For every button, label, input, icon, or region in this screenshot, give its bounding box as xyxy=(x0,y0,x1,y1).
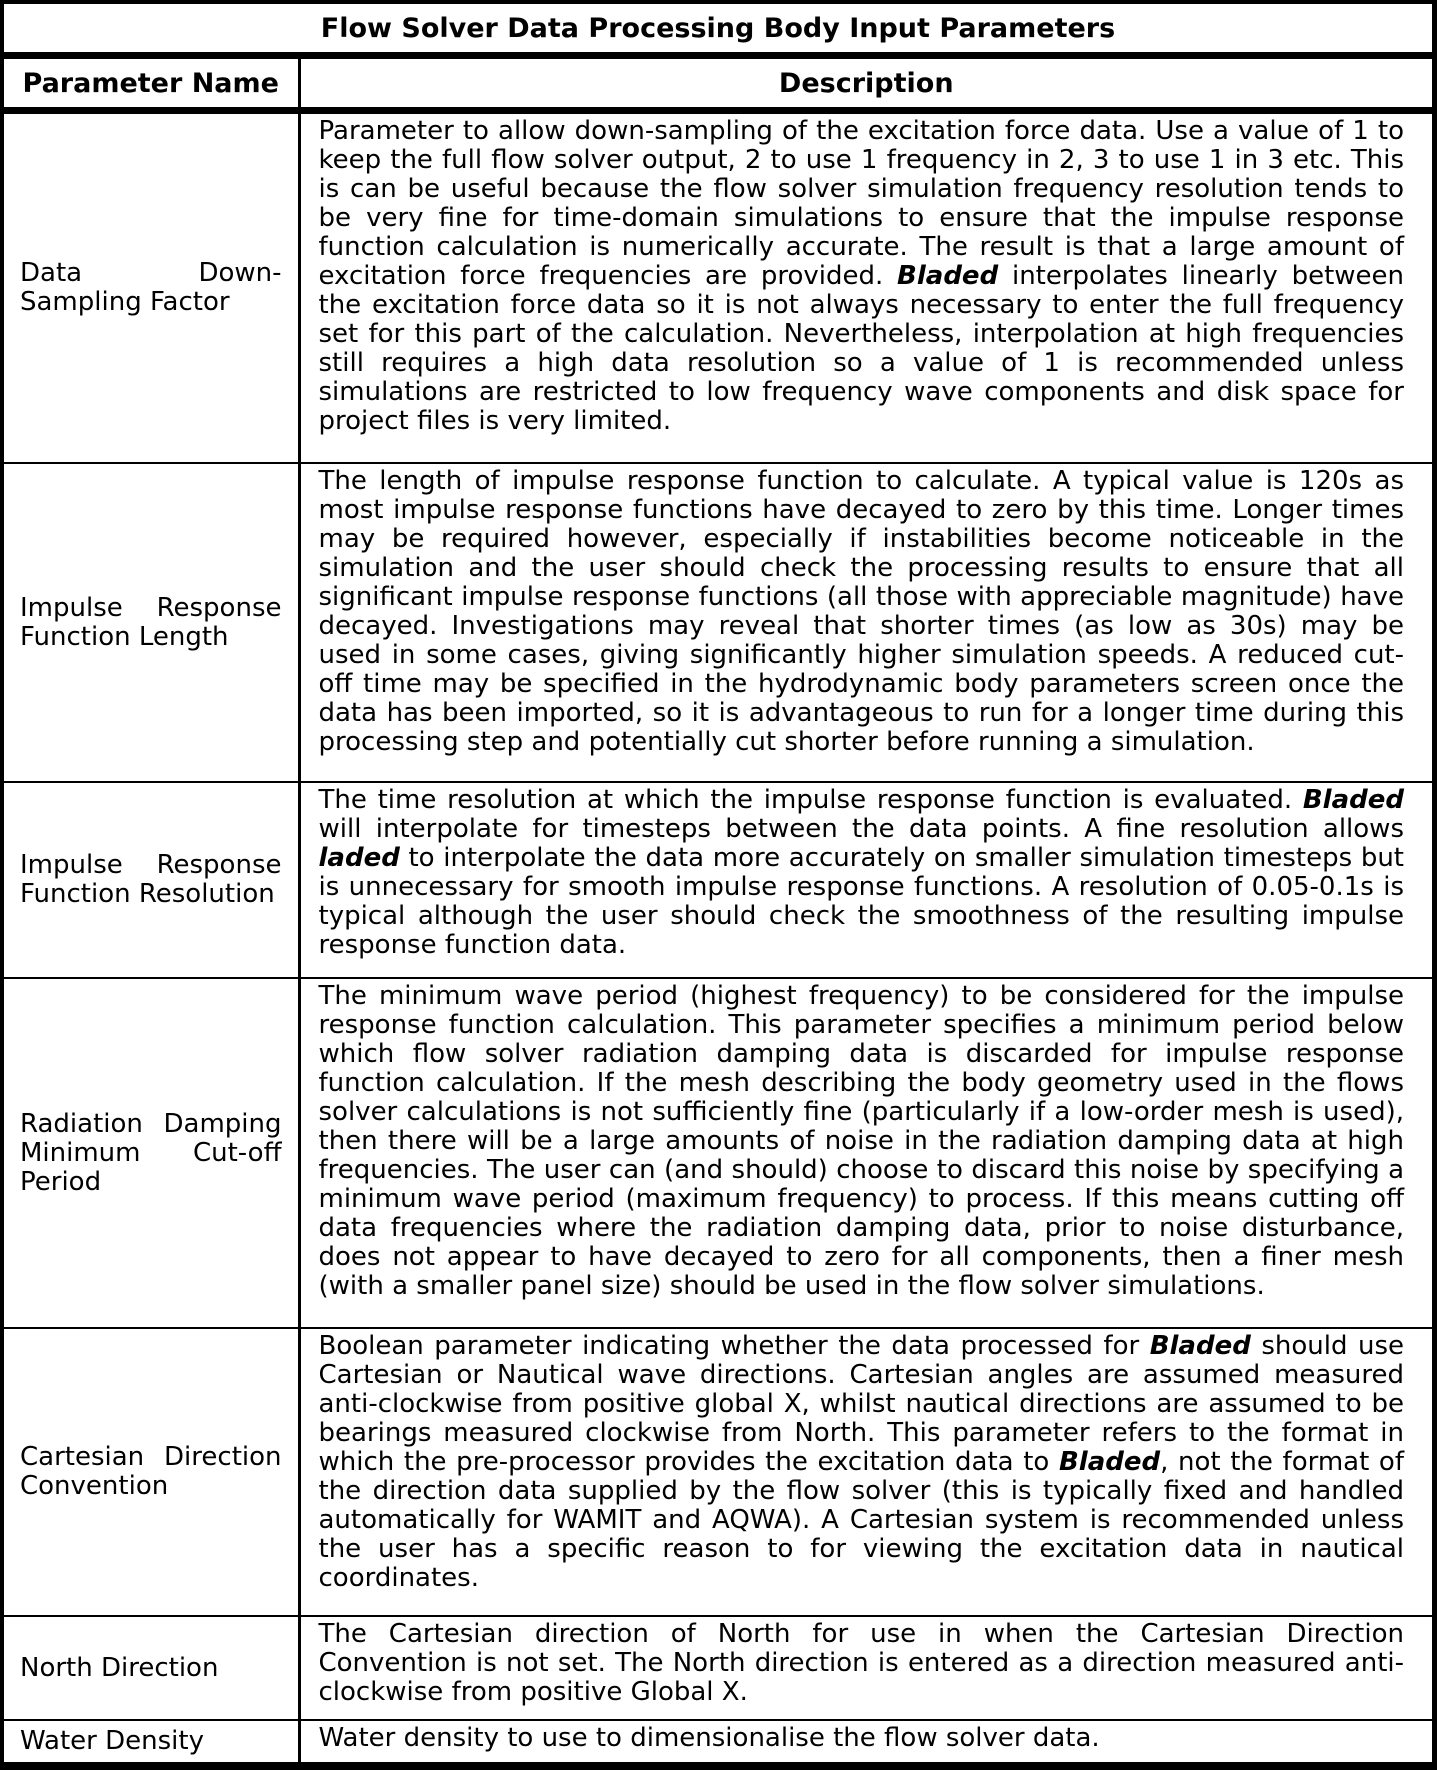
table-row xyxy=(2,1720,1435,1766)
parameter-name-cell: Data Down-Sampling Factor xyxy=(2,111,299,464)
description-text: interpolates linearly between the excitation force data so it is not always necessary to enter the full frequency set for this part of the calculation. Nevertheless, interpolation at high frequencies still requires a high data resolution so a value of 1 is recommended unless simulations are restricted to low frequency wave components and disk space for project files is very limited. xyxy=(318,261,1405,436)
description-text: should use Cartesian or Nautical wave directions. Cartesian angles are assumed measured anti-clockwise from positive global X, whilst nautical directions are assumed to be bearings measured clockwise from North. This parameter refers to the format in which the pre-processor provides the excitation data to xyxy=(318,1331,1405,1478)
description-text: Boolean parameter indicating whether the data processed for xyxy=(318,1331,1150,1362)
description-text: The time resolution at which the impulse response function is evaluated. xyxy=(318,785,1303,816)
parameter-name-cell: Impulse Response Function Resolution xyxy=(2,782,299,978)
product-name-emphasis: laded xyxy=(318,843,400,874)
parameter-description-cell xyxy=(299,111,1435,464)
parameter-description-cell xyxy=(299,1616,1435,1720)
table-row xyxy=(2,978,1435,1328)
column-header-row xyxy=(2,56,1435,111)
title-row xyxy=(2,2,1435,56)
description-text: to interpolate the data more accurately on smaller simulation timesteps but is unnecessary for smooth impulse response functions. A resolution of 0.05-0.1s is typical although the user should check the smoothness of the resulting impulse response function data. xyxy=(318,843,1404,961)
column-header-description: Description xyxy=(299,56,1435,111)
parameter-name-cell: Cartesian Direction Convention xyxy=(2,1328,299,1616)
parameter-name-cell: Impulse Response Function Length xyxy=(2,463,299,782)
parameter-description-cell xyxy=(299,978,1435,1328)
table-body xyxy=(2,111,1435,1767)
product-name-emphasis: Bladed xyxy=(1058,1447,1161,1478)
parameter-name-cell: Water Density xyxy=(2,1720,299,1766)
description-text: The Cartesian direction of North for use in when the Cartesian Direction Convention is not set. The North direction is entered as a direction measured anti-clockwise from positive Global X. xyxy=(318,1619,1404,1708)
parameter-name-cell: North Direction xyxy=(2,1616,299,1720)
parameter-description-cell xyxy=(299,782,1435,978)
table-row xyxy=(2,1616,1435,1720)
product-name-emphasis: Bladed xyxy=(897,261,999,291)
parameter-name-cell: Radiation Damping Minimum Cut-off Period xyxy=(2,978,299,1328)
table-row xyxy=(2,111,1435,464)
table-row xyxy=(2,782,1435,978)
product-name-emphasis: Bladed xyxy=(1149,1331,1251,1362)
table-title: Flow Solver Data Processing Body Input Parameters xyxy=(2,2,1435,56)
column-header-parameter: Parameter Name xyxy=(2,56,299,111)
description-text: The length of impulse response function to calculate. A typical value is 120s as most impulse response functions have decayed to zero by this time. Longer times may be required however, especially if instabilities become noticeable in the simulation and the user should check the processing results to ensure that all significant impulse response functions (all those with appreciable magnitude) have decayed. Investigations may reveal that shorter times (as low as 30s) may be used in some cases, giving significantly higher simulation speeds. A reduced cut-off time may be specified in the hydrodynamic body parameters screen once the data has been imported, so it is advantageous to run for a longer time during this processing step and potentially cut shorter before running a simulation. xyxy=(318,466,1404,758)
product-name-emphasis: Bladed xyxy=(1302,785,1404,816)
parameter-description-cell xyxy=(299,1328,1435,1616)
description-text: The minimum wave period (highest frequency) to be considered for the impulse response function calculation. This parameter specifies a minimum period below which flow solver radiation damping data is discarded for impulse response function calculation. If the mesh describing the body geometry used in the flows solver calculations is not sufficiently fine (particularly if a low-order mesh is used), then there will be a large amounts of noise in the radiation damping data at high frequencies. The user can (and should) choose to discard this noise by specifying a minimum wave period (maximum frequency) to process. If this means cutting off data frequencies where the radiation damping data, prior to noise disturbance, does not appear to have decayed to zero for all components, then a finer mesh (with a smaller panel size) should be used in the flow solver simulations. xyxy=(318,981,1404,1302)
table-row xyxy=(2,1328,1435,1616)
parameter-description-cell xyxy=(299,463,1435,782)
description-text: will interpolate for timesteps between the data points. A fine resolution allows xyxy=(318,814,1404,845)
description-text: , not the format of the direction data supplied by the flow solver (this is typically fixed and handled automatically for WAMIT and AQWA). A Cartesian system is recommended unless the user has a specific reason to for viewing the excitation data in nautical coordinates. xyxy=(318,1447,1404,1594)
description-text: Parameter to allow down-sampling of the excitation force data. Use a value of 1 to keep the full flow solver output, 2 to use 1 frequency in 2, 3 to use 1 in 3 etc. This is can be useful because the flow solver simulation frequency resolution tends to be very fine for time-domain simulations to ensure that the impulse response function calculation is numerically accurate. The result is that a large amount of excitation force frequencies are provided. xyxy=(318,116,1404,291)
parameter-description-cell xyxy=(299,1720,1435,1766)
description-text: Water density to use to dimensionalise the flow solver data. xyxy=(318,1723,1100,1754)
table-row xyxy=(2,463,1435,782)
